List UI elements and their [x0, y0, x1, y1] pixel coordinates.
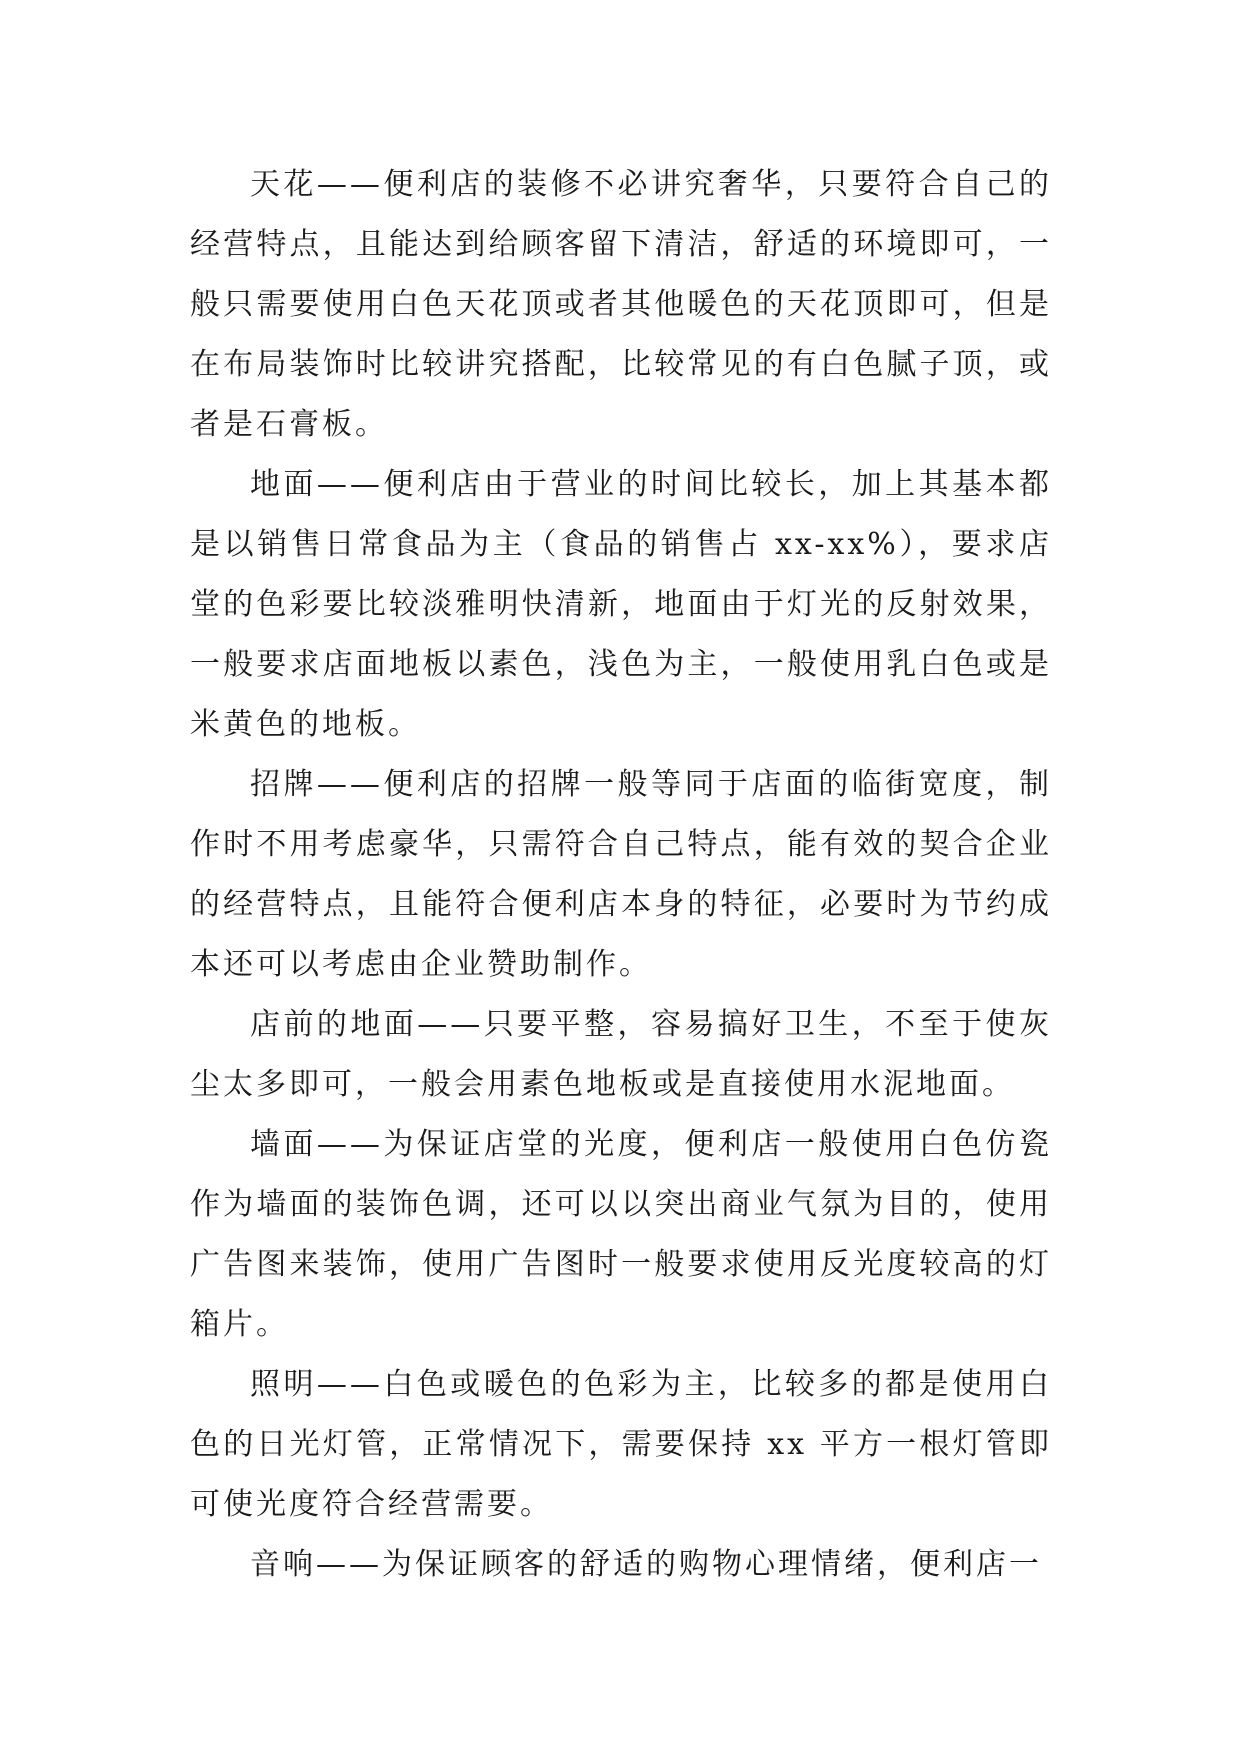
paragraph-signboard: 招牌——便利店的招牌一般等同于店面的临街宽度，制作时不用考虑豪华，只需符合自己特点，能有效的契合企业的经营特点，且能符合便利店本身的特征，必要时为节约成本还可以考虑由企业赞助制作。	[190, 767, 1052, 982]
document-body	[190, 155, 1052, 1595]
paragraph-lighting: 照明——白色或暖色的色彩为主，比较多的都是使用白色的日光灯管，正常情况下，需要保持 xx 平方一根灯管即可使光度符合经营需要。	[190, 1367, 1052, 1522]
paragraph-audio: 音响——为保证顾客的舒适的购物心理情绪，便利店一	[250, 1547, 1042, 1582]
paragraph-floor: 地面——便利店由于营业的时间比较长，加上其基本都是以销售日常食品为主（食品的销售占 xx-xx%），要求店堂的色彩要比较淡雅明快清新，地面由于灯光的反射效果，一般要求店面地板以素色，浅色为主，一般使用乳白色或是米黄色的地板。	[190, 467, 1052, 742]
paragraph-ceiling: 天花——便利店的装修不必讲究奢华，只要符合自己的经营特点，且能达到给顾客留下清洁，舒适的环境即可，一般只需要使用白色天花顶或者其他暖色的天花顶即可，但是在布局装饰时比较讲究搭配，比较常见的有白色腻子顶，或者是石膏板。	[190, 167, 1052, 442]
paragraph-storefront-ground: 店前的地面——只要平整，容易搞好卫生，不至于使灰尘太多即可，一般会用素色地板或是直接使用水泥地面。	[190, 1007, 1052, 1102]
paragraph-walls: 墙面——为保证店堂的光度，便利店一般使用白色仿瓷作为墙面的装饰色调，还可以以突出商业气氛为目的，使用广告图来装饰，使用广告图时一般要求使用反光度较高的灯箱片。	[190, 1127, 1052, 1342]
